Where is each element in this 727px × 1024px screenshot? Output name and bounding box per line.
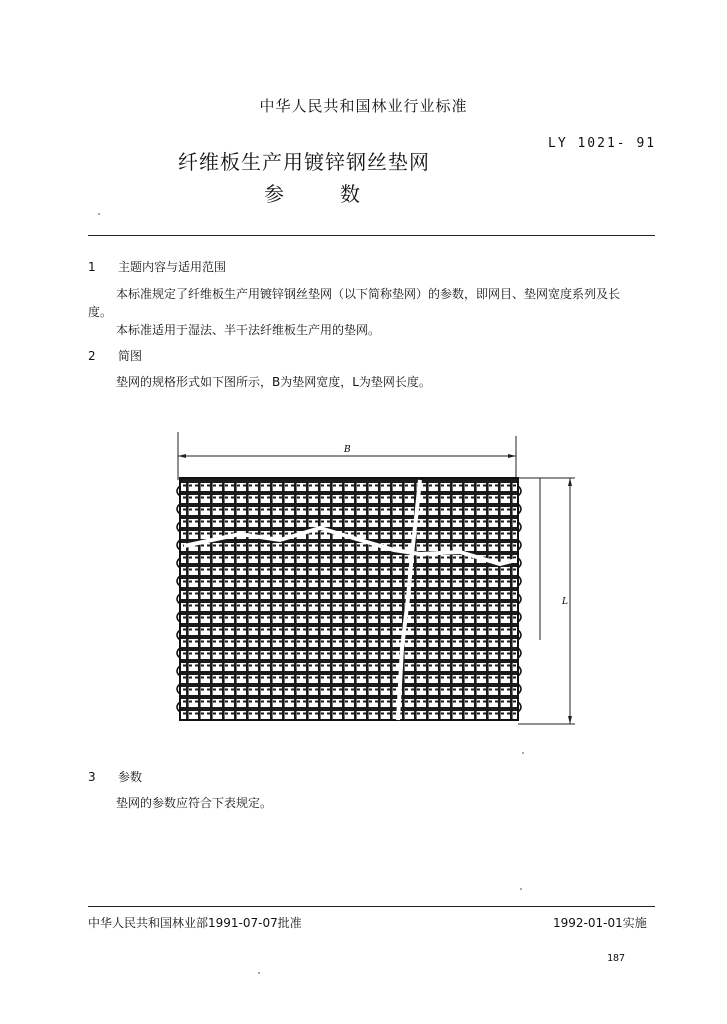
footer-rule [88,906,655,907]
standard-organization: 中华人民共和国林业行业标准 [259,97,468,115]
section-title: 主题内容与适用范围 [118,260,227,274]
scan-speck [98,213,100,215]
section-number: 2 [88,349,96,363]
dim-l-label: L [562,597,568,607]
section-2-heading [88,347,142,364]
approval-note: 中华人民共和国林业部1991-07-07批准 [88,916,302,930]
section-3-para-1: 垫网的参数应符合下表规定。 [116,796,273,810]
section-1-para-1-cont: 度。 [88,305,113,319]
section-title: 参数 [118,770,143,784]
section-1-heading [88,258,226,275]
section-number: 3 [88,770,96,784]
document-subtitle [264,178,360,207]
implementation-date: 1992-01-01实施 [553,916,647,930]
dim-l-arrow-top [568,478,572,486]
section-title: 简图 [118,349,143,363]
mesh-figure [170,428,590,728]
scan-speck [520,888,522,890]
section-1-para-2: 本标准适用于湿法、半干法纤维板生产用的垫网。 [116,323,381,337]
dim-l-arrow-bottom [568,716,572,724]
dim-b-label: B [344,445,351,455]
mesh-body [180,478,518,720]
page-number: 187 [607,953,626,964]
scan-speck [258,972,260,974]
section-number: 1 [88,260,96,274]
section-1-para-1: 本标准规定了纤维板生产用镀锌钢丝垫网（以下简称垫网）的参数，即网目、垫网宽度系列及长 [116,287,621,301]
dim-b-arrow-left [178,454,186,458]
header-rule [88,235,655,236]
scan-speck [522,752,524,754]
dim-b-arrow-right [508,454,516,458]
section-2-para-1: 垫网的规格形式如下图所示，B为垫网宽度，L为垫网长度。 [116,375,431,389]
subtitle-char-2: 数 [340,182,360,206]
standard-code: LY 1021- 91 [548,136,657,151]
document-title: 纤维板生产用镀锌钢丝垫网 [178,150,430,174]
subtitle-char-1: 参 [264,182,284,206]
section-3-heading [88,768,142,785]
